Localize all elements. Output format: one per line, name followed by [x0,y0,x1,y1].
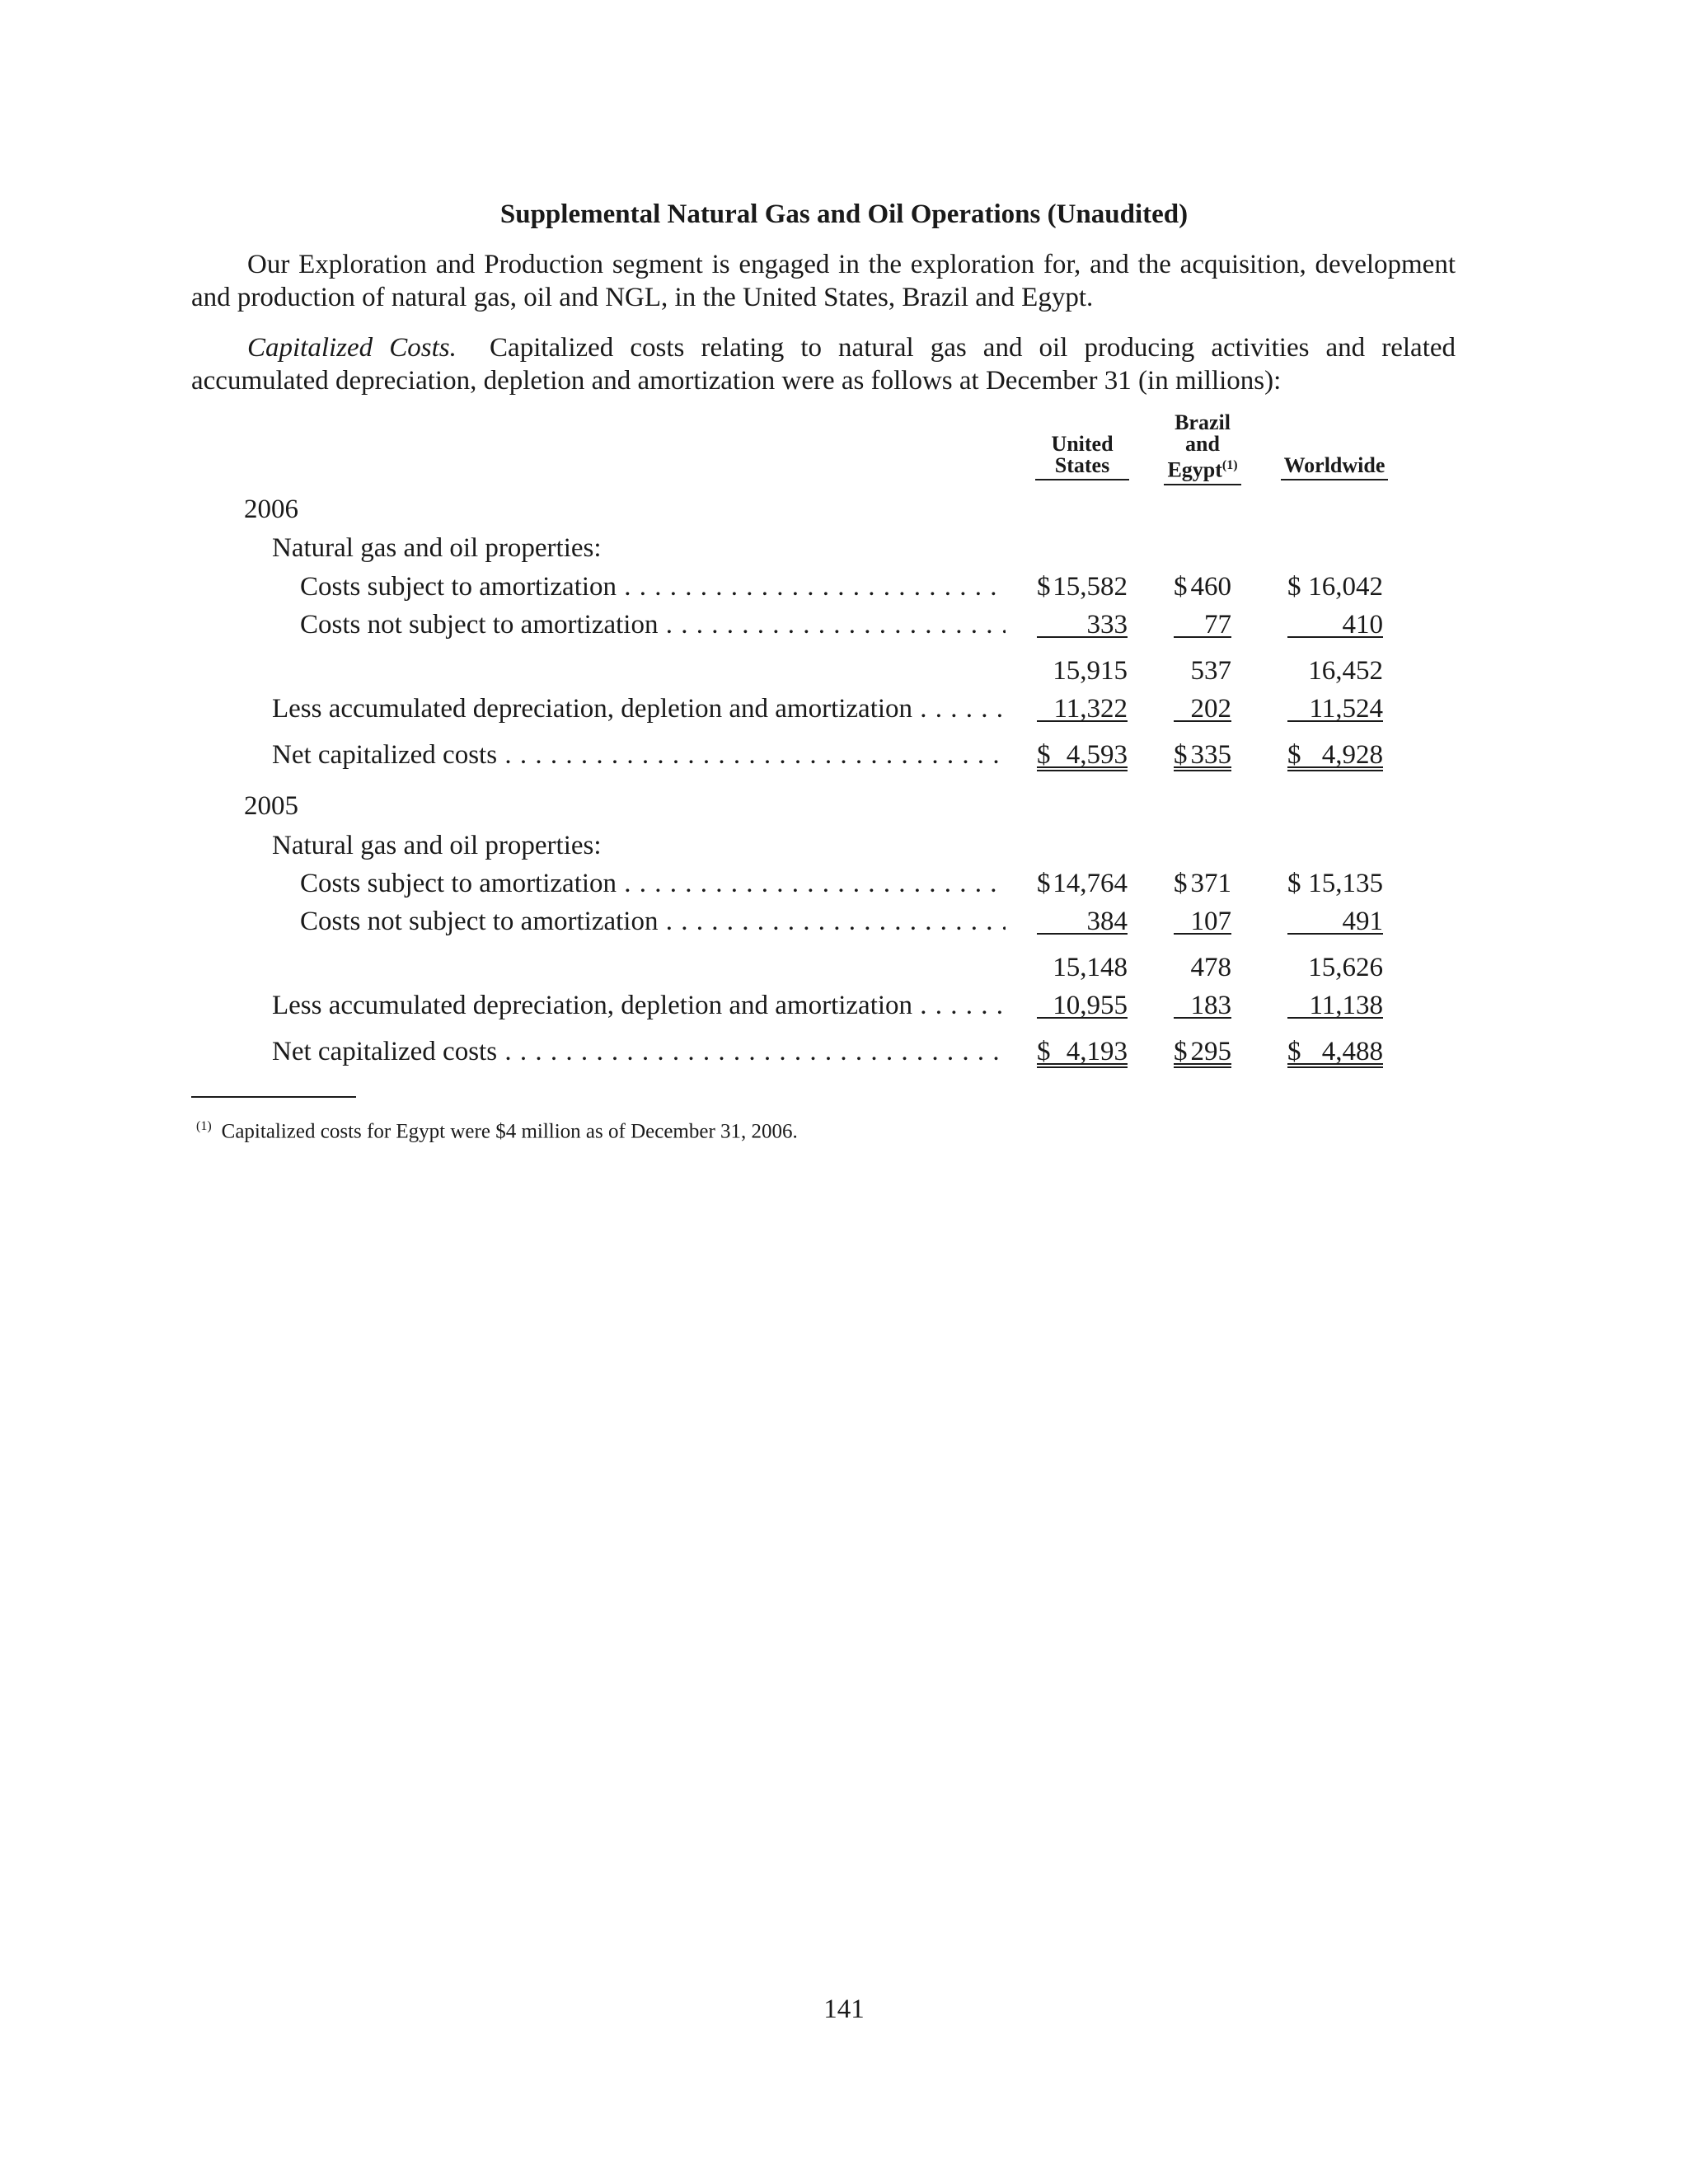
dollar-sign: $ [1037,740,1051,770]
table-row [0,867,1688,900]
cell-ww [1287,1035,1383,1068]
row-label: Net capitalized costs . . . [272,738,1006,771]
dollar-sign: $ [1287,869,1301,898]
value: 15,582 [1053,572,1128,602]
cell-be [1174,905,1231,935]
dollar-sign: $ [1287,740,1301,770]
cell-ww [1287,570,1383,600]
dollar-sign: $ [1174,1037,1188,1066]
cell-be [1174,867,1231,897]
table-row [0,738,1688,771]
column-header-united-states [1035,434,1129,480]
value: 15,148 [1053,953,1128,982]
value: 16,452 [1308,656,1383,686]
cell-ww [1287,738,1383,771]
value: 10,955 [1053,991,1128,1020]
dollar-sign: $ [1174,572,1188,602]
row-label: Less accumulated depreciation, depletion and amortization . . . [272,989,1006,1022]
cell-us [1037,608,1128,638]
row-label: Net capitalized costs . . . [272,1035,1006,1068]
properties-label: Natural gas and oil properties: [272,831,602,860]
value: 11,138 [1309,991,1383,1020]
year-heading-2005: 2005 [244,791,298,821]
properties-label-row [0,829,1688,862]
column-header-us-line2: States [1054,453,1110,477]
capitalized-costs-text: Capitalized costs relating to natural gas and oil producing activities and related accumulated depreciation, depletion and amortization were as follows at December 31 (in millions): [191,333,1456,396]
value: 410 [1342,610,1383,640]
row-label: Less accumulated depreciation, depletion and amortization . . . [272,692,1006,725]
column-header-worldwide [1281,455,1388,480]
value: 4,488 [1321,1037,1383,1066]
row-label: Costs subject to amortization . . . [300,867,1006,900]
table-row [0,692,1688,725]
footnote-ref: (1) [1221,458,1238,472]
intro-text: Our Exploration and Production segment is engaged in the exploration for, and the acquisition, development and production of natural gas, oil and NGL, in the United States, Brazil and Egypt. [191,250,1456,312]
capitalized-costs-heading: Capitalized Costs. [247,333,457,363]
cell-be [1174,570,1231,600]
column-header-be-line3 [1164,455,1241,481]
cell-be [1174,608,1231,638]
footnote-divider [191,1096,356,1098]
value: 491 [1342,907,1383,936]
cell-be [1174,692,1231,722]
cell-us [1037,989,1128,1019]
column-header-brazil-egypt [1164,412,1241,485]
row-label: Costs subject to amortization . . . [300,570,1006,603]
column-header-egypt: Egypt [1167,457,1222,482]
value: 15,626 [1308,953,1383,982]
table-row [0,1035,1688,1068]
cell-us [1037,692,1128,722]
value: 384 [1086,907,1128,936]
value: 371 [1190,869,1231,898]
cell-us [1037,867,1128,897]
row-label: Costs not subject to amortization . . . [300,608,1006,641]
dollar-sign: $ [1174,869,1188,898]
year-heading-2006: 2006 [244,494,298,524]
value: 16,042 [1308,572,1383,602]
value: 295 [1190,1037,1231,1066]
page-number: 141 [823,1994,865,2024]
cell-be [1174,738,1231,771]
cell-be [1174,654,1231,684]
value: 77 [1204,610,1231,640]
cell-ww [1287,951,1383,981]
footnote-marker: (1) [196,1119,212,1133]
footnote [196,1114,798,1144]
page-title: Supplemental Natural Gas and Oil Operations (Unaudited) [499,199,1189,229]
value: 478 [1190,953,1231,982]
cell-ww [1287,692,1383,722]
cell-us [1037,654,1128,684]
table-row [0,951,1688,984]
value: 537 [1190,656,1231,686]
capitalized-costs-paragraph [191,331,1456,397]
value: 4,193 [1066,1037,1128,1066]
cell-ww [1287,654,1383,684]
dollar-sign: $ [1287,1037,1301,1066]
cell-ww [1287,905,1383,935]
properties-label-row [0,532,1688,565]
column-header-ww: Worldwide [1283,453,1386,477]
value: 11,322 [1053,694,1128,724]
footnote-text: Capitalized costs for Egypt were $4 million as of December 31, 2006. [221,1120,798,1143]
cell-be [1174,951,1231,981]
column-header-be-line1: Brazil [1175,410,1231,434]
value: 202 [1190,694,1231,724]
table-row [0,570,1688,603]
value: 15,915 [1053,656,1128,686]
value: 107 [1190,907,1231,936]
cell-be [1174,1035,1231,1068]
value: 4,593 [1066,740,1128,770]
table-row [0,608,1688,641]
value: 460 [1190,572,1231,602]
dollar-sign: $ [1037,572,1051,602]
intro-paragraph [191,248,1456,314]
cell-us [1037,570,1128,600]
table-row [0,989,1688,1022]
value: 15,135 [1308,869,1383,898]
value: 14,764 [1053,869,1128,898]
cell-us [1037,951,1128,981]
row-label: Costs not subject to amortization . . . [300,905,1006,938]
value: 333 [1086,610,1128,640]
dollar-sign: $ [1174,740,1188,770]
dollar-sign: $ [1037,1037,1051,1066]
cell-us [1037,738,1128,771]
table-row [0,905,1688,938]
value: 335 [1190,740,1231,770]
dollar-sign: $ [1037,869,1051,898]
value: 183 [1190,991,1231,1020]
column-header-be-line2: and [1185,432,1220,456]
cell-ww [1287,608,1383,638]
properties-label: Natural gas and oil properties: [272,533,602,563]
value: 4,928 [1321,740,1383,770]
column-header-us-line1: United [1051,432,1114,456]
cell-be [1174,989,1231,1019]
table-row [0,654,1688,687]
cell-ww [1287,867,1383,897]
value: 11,524 [1309,694,1383,724]
cell-us [1037,905,1128,935]
dollar-sign: $ [1287,572,1301,602]
cell-ww [1287,989,1383,1019]
cell-us [1037,1035,1128,1068]
